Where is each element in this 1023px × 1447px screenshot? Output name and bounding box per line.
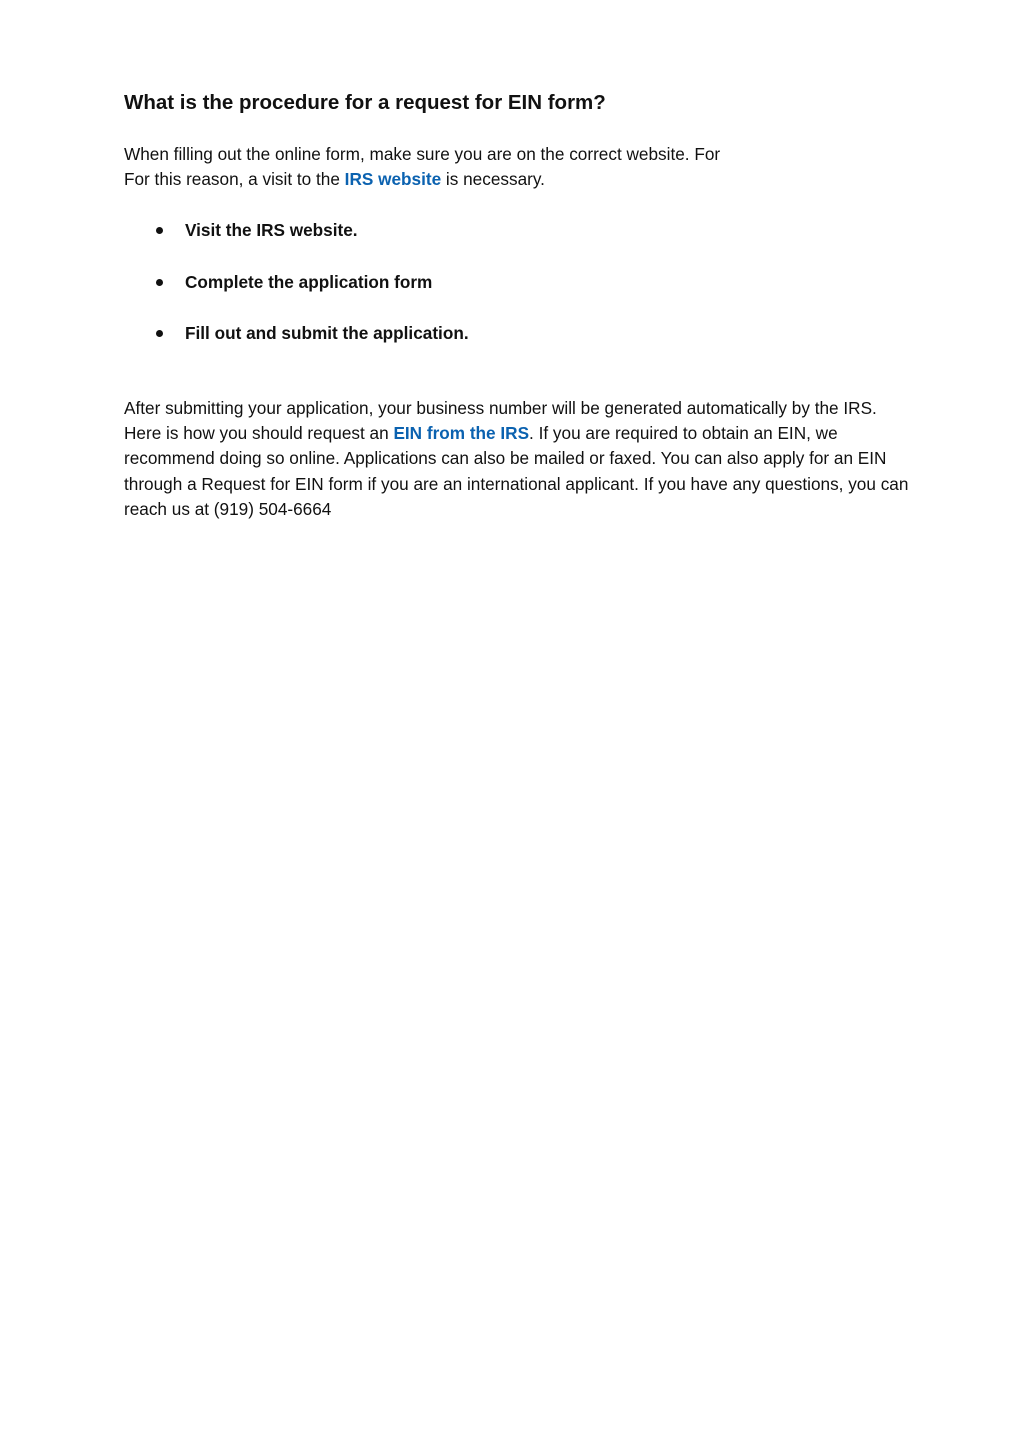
list-item-complete-form [124,270,469,322]
closing-paragraph [124,396,914,522]
intro-line-1: When filling out the online form, make sure you are on the correct website. For [124,144,721,164]
steps-list [124,218,469,373]
page-title: What is the procedure for a request for EIN form? [124,91,606,114]
closing-sentence-1: After submitting your application, your business number will be generated automatically by the IRS. [124,398,877,418]
list-item-label: Complete the application form [185,271,433,292]
closing-sentence-2-after: . If you are required to obtain an EIN, we recommend doing so online. Applications can also be mailed or faxed. You can also apply for an EIN through a Request for EIN form if you are an international applicant. If you have any questions, you can reach us at (919) 504-6664 [124,423,909,519]
list-item-submit-application [124,321,469,373]
intro-paragraph [124,142,904,192]
list-item-label: Fill out and submit the application. [185,323,469,343]
bullet-icon [156,227,163,234]
list-item-label: Visit the IRS website. [185,220,358,240]
intro-line-2-before: For this reason, a visit to the [124,169,345,189]
closing-sentence-2-before: Here is how you should request an [124,423,394,444]
intro-line-2-after: is necessary. [441,169,545,189]
list-item-visit-irs [124,218,469,270]
ein-from-irs-link[interactable]: EIN from the IRS [393,423,530,444]
irs-website-link[interactable]: IRS website [344,169,442,189]
bullet-icon [156,330,163,337]
bullet-icon [156,279,163,286]
